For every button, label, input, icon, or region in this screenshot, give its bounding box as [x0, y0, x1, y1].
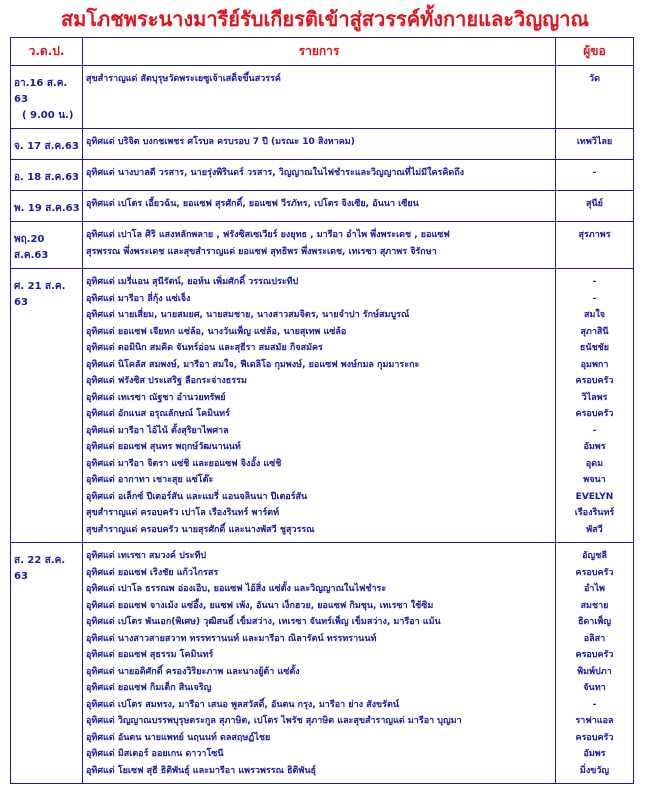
requester-name: -: [592, 425, 597, 436]
requester-cell: [556, 269, 634, 543]
date-label: [11, 134, 82, 155]
intention-line: อุทิศแด่ ดอมินิก สมคิด จันทร์อ่อน และสุธีรา สมสมัย กิจสมัคร: [86, 343, 323, 353]
requester-name: พจนา: [583, 475, 606, 485]
intention-line: อุทิศแด่ เมรี่แอน สุนีรัตน์, ยอห์น เพิ่มศักดิ์ วรรณประทีป: [86, 277, 299, 287]
items-cell: [83, 269, 556, 543]
requester-name: ราฟาแอล: [575, 716, 614, 726]
table-row: [11, 191, 634, 222]
requester-name: สุภาสินี: [580, 326, 609, 337]
intention-line: อุทิศแด่ เปโตร สมทรง, มารีอา เสนอ พูลสวัสดิ์, อันตน กรุง, มารีอา ย่าง สังขรัตน์: [86, 699, 400, 710]
requester-name: -: [592, 277, 597, 287]
table-row: [11, 129, 634, 160]
requester-name: ครอบครัว: [575, 409, 614, 419]
table-header-row: [11, 38, 634, 66]
header-items: รายการ: [83, 38, 556, 66]
intention-line: อุทิศแด่ นายอดิศักดิ์ ครองวิริยะภาพ และนางยู้ต้า แซ่ตั้ง: [86, 666, 300, 677]
requester-name: อำไพ: [584, 584, 605, 594]
date-cell: [11, 222, 83, 269]
intention-line: อุทิศแด่ ยอแซฟ เริงชัย แก้วไกรสร: [86, 567, 219, 578]
header-date: ว.ด.ป.: [11, 38, 83, 66]
date-label: [11, 196, 82, 217]
table-row: [11, 269, 634, 543]
intention-line: อุทิศแด่ ฟรังซิส ประเสริฐ ลือกระจ่างธรรม: [86, 376, 247, 386]
date-text: อา.16 ส.ค. 63: [14, 78, 68, 105]
date-cell: [11, 543, 83, 784]
intention-line: อุทิศแด่ เปาโล ศิริ แสงหลักพลาย , ฟรังซิสเซเวียร์ ยงยุทธ , มารีอา อำไพ พึ่งพระเดช , ยอแซฟ: [86, 230, 450, 240]
requester-name: อัญชลี: [582, 551, 607, 561]
requester-name: พิมพ์ปภา: [577, 666, 612, 677]
date-label: [11, 165, 82, 186]
requester-name: ครอบครัว: [575, 567, 614, 578]
table-row: [11, 160, 634, 191]
requester-name: อัมพร: [583, 442, 606, 452]
requester-cell: [556, 66, 634, 129]
requester-name: สุรภาพร: [578, 230, 611, 240]
requester-name: วิไลพร: [581, 392, 608, 403]
intention-line: อุทิศแด่ ยอแซฟ เจียหก แซ่ล้อ, นางวันเพ็ญ แซ่ล้อ, นายสุเทพ แซ่ล้อ: [86, 326, 347, 337]
intention-line: อุทิศแด่ เทเรซา ณัฐชา อำนวยทรัพย์: [86, 392, 226, 403]
requester-name: ธิดาเพ็ญ: [577, 617, 612, 627]
date-cell: [11, 269, 83, 543]
table-row: [11, 543, 634, 784]
intention-line: อุทิศแด่ นายเสี่ยม, นายสมยศ, นายสมชาย, นางสาวสมจิตร, นายจำปา รักษ์สมบูรณ์: [86, 310, 410, 320]
intention-line: อุทิศแด่ วิญญาณบรรพบุรุษตระกูล สุภาษิต, เปโตร ไพรัช สุภาษิต และสุขสำราญแด่ มารีอา บุญมา: [86, 716, 462, 726]
intention-line: อุทิศแด่ โยเซฟ สุธี ธิติพันธุ์ และมารีอา แพรวพรรณ ธิติพันธุ์: [86, 765, 316, 776]
mass-intention-table: [10, 37, 634, 784]
intention-line: อุทิศแด่ มารีอา จิตรา แซ่ชิ และยอแซฟ จิงอั้ง แซ่ชิ: [86, 458, 282, 469]
requester-name: จันทา: [583, 683, 606, 693]
date-text: อ. 18 ส.ค.63: [14, 172, 79, 183]
table-row: [11, 66, 634, 129]
date-label: [11, 274, 82, 311]
intention-line: อุทิศแด่ นางสาวสายสวาท ทรรทรานนท์ และมารีอา ณิลารัตน์ ทรรทรานนท์: [86, 633, 377, 644]
intention-line: สุขสำราญแด่ สัตบุรุษวัดพระเยซูเจ้าเสด็จขึ้นสวรรค์: [86, 74, 281, 84]
requester-name: อุดม: [585, 458, 604, 469]
items-cell: [83, 191, 556, 222]
requester-name: สมชาย: [580, 600, 609, 611]
intention-line: อุทิศแด่ เปโตร เอี้ยวฉ้น, ยอแซฟ สุรศักดิ์, ยอแซฟ วีรภัทร, เปโตร จิงเซีย, อันนา เซียน: [86, 199, 419, 209]
items-cell: [83, 543, 556, 784]
date-label: [11, 548, 82, 585]
requester-name: EVELYN: [575, 491, 614, 502]
requester-name: ครอบครัว: [575, 650, 614, 660]
intention-line: อุทิศแด่ บริจิต บงกชเพชร ศโรบล ครบรอบ 7 ปี (มรณะ 10 สิงหาคม): [86, 137, 355, 147]
table-row: [11, 222, 634, 269]
intention-line: อุทิศแด่ อักแนส อรุณลักษณ์ โคมินทร์: [86, 409, 230, 419]
date-text: พ. 19 ส.ค.63: [14, 203, 80, 214]
intention-line: อุทิศแด่ นางบาลดี วรสาร, นายรุ่งพิรินดร์ วรสาร, วิญญาณในไฟชำระและวิญญาณที่ไม่มีใครคิดถึง: [86, 168, 465, 178]
requester-cell: [556, 160, 634, 191]
requester-cell: [556, 129, 634, 160]
requester-name: อลิสา: [583, 633, 606, 644]
requester-name: -: [592, 699, 597, 710]
requester-cell: [556, 191, 634, 222]
intention-line: อุทิศแด่ เปาโล ธรรณพ อ่องเอิบ, ยอแซฟ ไอ้สิ่ง แซ่ตั้ง และวิญญาณในไฟชำระ: [86, 584, 387, 594]
items-cell: [83, 160, 556, 191]
header-requester: ผู้ขอ: [556, 38, 634, 66]
intention-line: อุทิศแด่ เทเรซา สมวงค์ ประทีป: [86, 551, 207, 561]
date-label: [11, 71, 82, 124]
intention-line: อุทิศแด่ มารีอา ลี่กุ้ง แซ่เจ็ง: [86, 293, 191, 304]
page-title: สมโภชพระนางมารีย์รับเกียรติเข้าสู่สวรรค์ทั้งกายและวิญญาณ: [60, 7, 590, 31]
intention-line: อุทิศแด่ เปโตร พันเอก(พิเศษ) วุฒิสนธิ์ เข็มสว่าง, เทเรซา จันทร์เพ็ญ เข็มสว่าง, มารีอา แม้น: [86, 617, 441, 627]
requester-cell: [556, 543, 634, 784]
date-text: ศ. 21 ส.ค. 63: [14, 281, 66, 308]
requester-name: มิ่งขวัญ: [579, 765, 610, 776]
requester-name: -: [592, 168, 597, 178]
requester-name: สุนีย์: [586, 199, 603, 209]
requester-cell: [556, 222, 634, 269]
intention-line: อุทิศแด่ ยอแซฟ สุธรรม โคมินทร์: [86, 650, 214, 660]
requester-name: ธนัชชัย: [579, 343, 610, 353]
requester-name: สมใจ: [583, 310, 606, 320]
requester-name: อุมพกา: [580, 359, 609, 370]
requester-name: -: [592, 293, 597, 304]
requester-name: อัมพร: [583, 749, 606, 759]
date-cell: [11, 191, 83, 222]
date-text: พฤ.20 ส.ค.63: [14, 234, 49, 261]
intention-line: อุทิศแด่ มารีอา ไอ้ไน้ ตั้งสุริยาไพศาล: [86, 425, 229, 436]
requester-name: ครอบครัว: [575, 732, 614, 743]
intention-line: อุทิศแด่ มิสเตอร์ ออยเกน ดาวาโซนี: [86, 749, 224, 759]
intention-line: อุทิศแด่ อากาทา เชาะสุย แซ่โต๊ะ: [86, 475, 214, 485]
intention-line: อุทิศแด่ ยอแซฟ กิมเต็ก สินเจริญ: [86, 683, 212, 693]
items-cell: [83, 222, 556, 269]
items-cell: [83, 66, 556, 129]
date-cell: [11, 129, 83, 160]
requester-name: เรืองรินทร์: [574, 508, 615, 518]
date-cell: [11, 160, 83, 191]
items-cell: [83, 129, 556, 160]
date-time: ( 9.00 น.): [22, 110, 74, 121]
requester-name: วัด: [589, 74, 600, 84]
requester-name: ครอบครัว: [575, 376, 614, 386]
intention-line: อุทิศแด่ อเล็กซ์ ปีเตอร์สัน และแมรี่ แอนจลินนา ปีเตอร์สัน: [86, 491, 308, 502]
date-label: [11, 227, 82, 264]
intention-line: สุขสำราญแด่ ครอบครัว นายสุรศักดิ์ และนางพัสวี ชูสุวรรณ: [86, 524, 315, 535]
intention-line: สุรพรรณ พึ่งพระเดช และสุขสำราญแด่ ยอแซฟ สุทธิพร พึ่งพระเดช, เทเรซา สุภาพร จิรักษา: [86, 246, 437, 257]
date-text: จ. 17 ส.ค.63: [14, 141, 79, 152]
requester-name: พัสวี: [586, 524, 603, 535]
intention-line: สุขสำราญแด่ ครอบครัว เปาโล เรืองรินทร์ พาร์ตท์: [86, 508, 280, 518]
date-text: ส. 22 ส.ค. 63: [14, 555, 66, 582]
intention-line: อุทิศแด่ อันตน นายแพทย์ นฤนนท์ ดลสฤษฏ์ไชย: [86, 732, 271, 743]
intention-line: อุทิศแด่ ยอแซฟ จางเม้ง แซ่อึ้ง, ยแซฟ เพ้ง, อันนา เง็กฮวย, ยอแซฟ กิมชุน, เทเรซา ใช้ซิม: [86, 600, 434, 611]
intention-line: อุทิศแด่ ยอแซฟ สุนทร พฤกษ์วัฒนานนท์: [86, 442, 241, 452]
requester-name: เทพวิไลย: [576, 137, 613, 147]
intention-line: อุทิศแด่ นิโคลัส สมพงษ์, มารีอา สมใจ, ฟีเดลิโอ กุมพงษ์, ยอแซฟ พงษ์กมล กุมมาระกะ: [86, 359, 420, 370]
date-cell: [11, 66, 83, 129]
